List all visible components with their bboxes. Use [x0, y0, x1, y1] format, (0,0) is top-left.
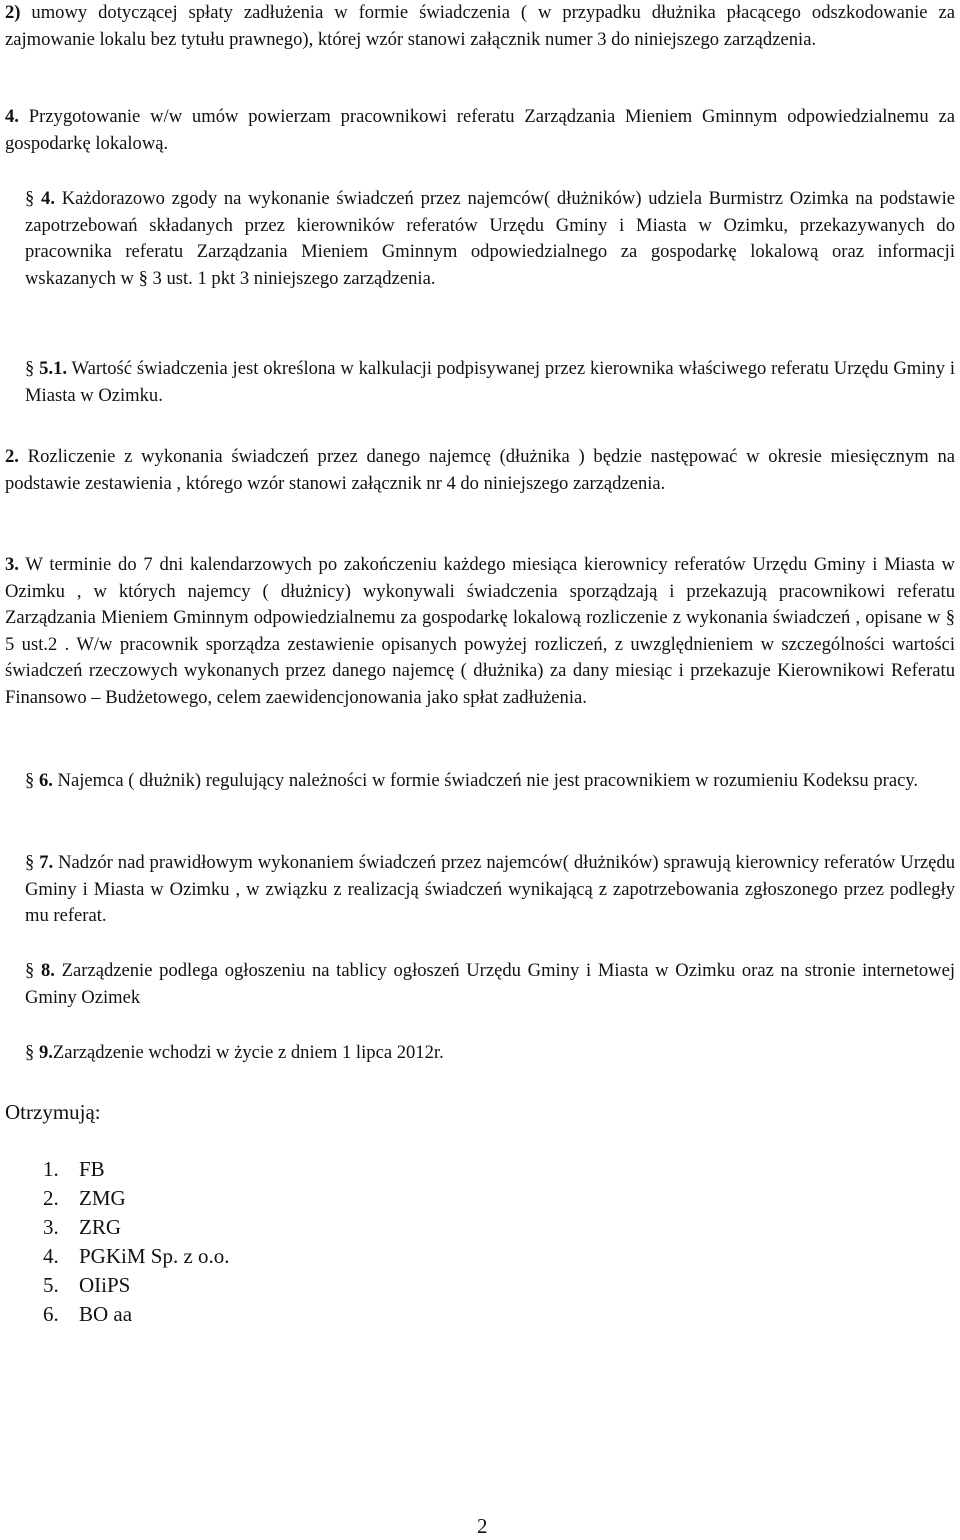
section-sign: §	[25, 358, 35, 379]
paragraph-8	[5, 958, 955, 1011]
page-number: 2	[477, 1514, 488, 1538]
list-text: FB	[79, 1157, 105, 1181]
list-text: ZRG	[79, 1215, 121, 1239]
paragraph-9	[5, 1040, 955, 1067]
paragraph-text: Zarządzenie wchodzi w życie z dniem 1 lipca 2012r.	[52, 1042, 444, 1063]
list-item	[43, 1213, 230, 1242]
list-item	[43, 1184, 230, 1213]
list-number: 5.	[43, 1273, 59, 1297]
paragraph-text: W terminie do 7 dni kalendarzowych po zakończeniu każdego miesiąca kierownicy referatów Urzędu Gminy i Miasta w Ozimku , w których najemcy ( dłużnicy) wykonywali świadczenia sporządzają i przekazują pracownikowi referatu Zarządzania Mieniem Gminnym odpowiedzialnemu za gospodarkę lokalową rozliczenie z wykonania świadczeń , opisane w § 5 ust.2 . W/w pracownik sporządza zestawienie opisanych powyżej rozliczeń, z uwzględnieniem w szczególności wartości świadczeń rzeczowych wykonanych przez danego najemcę ( dłużnika) za dany miesiąc i przekazuje Kierownikowi Referatu Finansowo – Budżetowego, celem zaewidencjonowania jako spłat zadłużenia.	[5, 554, 955, 708]
list-number: 2.	[43, 1186, 59, 1210]
list-item	[43, 1155, 230, 1184]
list-item	[43, 1242, 230, 1271]
paragraph-text: Rozliczenie z wykonania świadczeń przez danego najemcę (dłużnika ) będzie następować w okresie miesięcznym na podstawie zestawienia , którego wzór stanowi załącznik nr 4 do niniejszego zarządzenia.	[5, 446, 955, 494]
paragraph-7	[5, 850, 955, 930]
section-sign: §	[25, 188, 35, 209]
paragraph-label: 2)	[5, 2, 21, 23]
paragraph-5-3	[5, 552, 955, 712]
section-sign: §	[25, 852, 35, 873]
paragraph-4a	[5, 104, 955, 157]
list-text: OIiPS	[79, 1273, 131, 1297]
list-number: 3.	[43, 1215, 59, 1239]
paragraph-label: 7.	[39, 852, 54, 873]
list-text: BO aa	[79, 1302, 133, 1326]
paragraph-5-1	[5, 356, 955, 409]
paragraph-label: 6.	[38, 770, 53, 791]
paragraph-text: Wartość świadczenia jest określona w kalkulacji podpisywanej przez kierownika właściwego referatu Urzędu Gminy i Miasta w Ozimku.	[25, 358, 955, 406]
paragraph-label: 8.	[41, 960, 55, 981]
paragraph-text: Najemca ( dłużnik) regulujący należności w formie świadczeń nie jest pracownikiem w rozumieniu Kodeksu pracy.	[52, 770, 919, 791]
paragraph-6	[5, 768, 955, 795]
paragraph-text: Nadzór nad prawidłowym wykonaniem świadczeń przez najemców( dłużników) sprawują kierownicy referatów Urzędu Gminy i Miasta w Ozimku , w związku z realizacją świadczeń wynikającą z zapotrzebowania zgłoszonego przez podległy mu referat.	[25, 852, 955, 927]
paragraph-label: 4.	[5, 106, 19, 127]
paragraph-5-2	[5, 444, 955, 497]
section-sign: §	[25, 770, 35, 791]
paragraph-label: 4.	[41, 188, 55, 209]
paragraph-label: 3.	[5, 554, 19, 575]
paragraph-2	[5, 0, 955, 53]
paragraph-label: 5.1.	[39, 358, 68, 379]
paragraph-text: umowy dotyczącej spłaty zadłużenia w formie świadczenia ( w przypadku dłużnika płacącego odszkodowanie za zajmowanie lokalu bez tytułu prawnego), której wzór stanowi załącznik numer 3 do niniejszego zarządzenia.	[5, 2, 955, 50]
list-number: 1.	[43, 1157, 59, 1181]
list-text: ZMG	[79, 1186, 126, 1210]
paragraph-text: Przygotowanie w/w umów powierzam pracownikowi referatu Zarządzania Mieniem Gminnym odpowiedzialnemu za gospodarkę lokalową.	[5, 106, 955, 154]
paragraph-text: Każdorazowo zgody na wykonanie świadczeń przez najemców( dłużników) udziela Burmistrz Ozimka na podstawie zapotrzebowań składanych przez kierowników referatów Urzędu Gminy i Miasta w Ozimku, przekazywanych do pracownika referatu Zarządzania Mieniem Gminnym odpowiedzialnego za gospodarkę lokalową oraz informacji wskazanych w § 3 ust. 1 pkt 3 niniejszego zarządzenia.	[25, 188, 955, 289]
paragraph-label: 9.	[38, 1042, 53, 1063]
list-item	[43, 1300, 230, 1329]
list-item	[43, 1271, 230, 1300]
recipients-heading: Otrzymują:	[5, 1100, 101, 1124]
section-sign: §	[25, 960, 35, 981]
paragraph-label: 2.	[5, 446, 19, 467]
section-sign: §	[25, 1042, 35, 1063]
recipients-list	[43, 1155, 230, 1329]
list-text: PGKiM Sp. z o.o.	[79, 1244, 230, 1268]
paragraph-text: Zarządzenie podlega ogłoszeniu na tablicy ogłoszeń Urzędu Gminy i Miasta w Ozimku oraz na stronie internetowej Gminy Ozimek	[25, 960, 956, 1008]
paragraph-4b	[5, 186, 955, 292]
list-number: 6.	[43, 1302, 59, 1326]
list-number: 4.	[43, 1244, 59, 1268]
